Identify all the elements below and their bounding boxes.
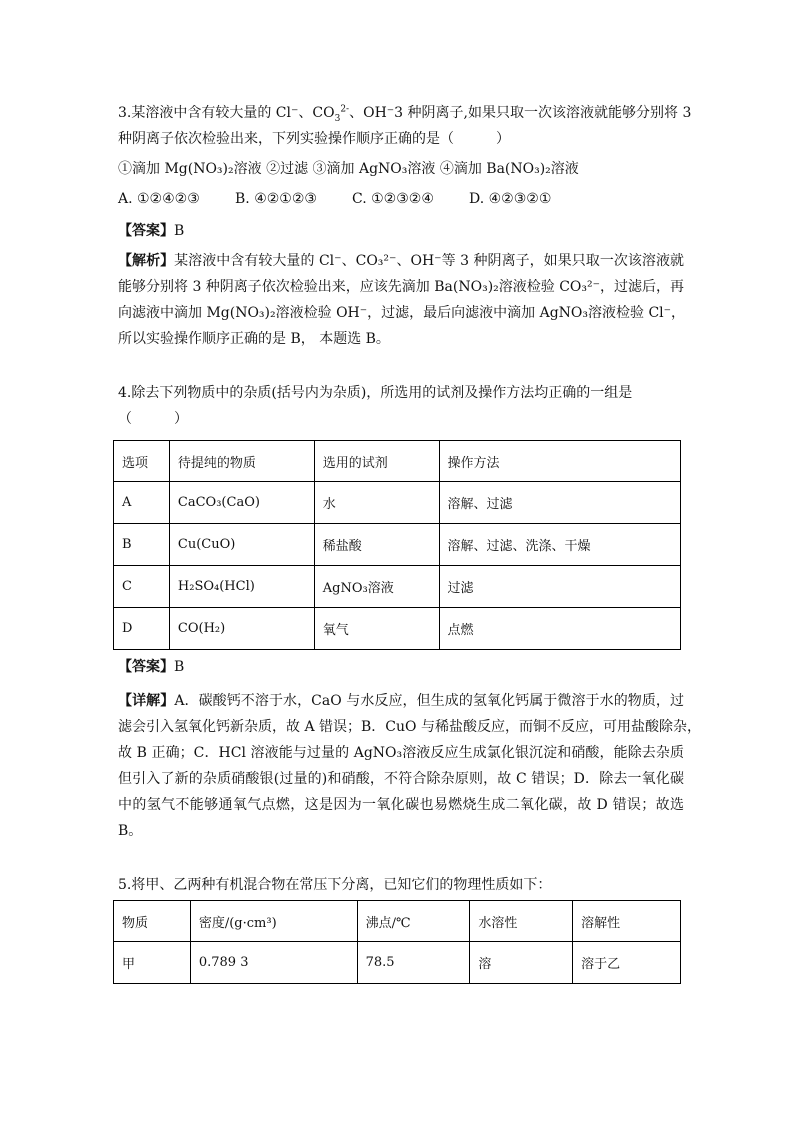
q3-operations: ①滴加 Mg(NO₃)₂溶液 ②过滤 ③滴加 AgNO₃溶液 ④滴加 Ba(NO₃)₂溶液 <box>118 161 579 177</box>
q4-table <box>113 440 681 650</box>
table-header-cell: 待提纯的物质 <box>169 441 314 482</box>
analysis-label: 【解析】 <box>118 253 175 269</box>
q5-stem: 5.将甲、乙两种有机混合物在常压下分离，已知它们的物理性质如下： <box>118 877 552 893</box>
table-cell: 溶 <box>470 942 573 984</box>
table-cell: 过滤 <box>439 566 680 608</box>
q3-stem-part: ⁻3 种阴离子,如果只取一次该溶液就能够分别将 3 <box>386 105 692 121</box>
table-cell: C <box>114 566 170 608</box>
q4-answer <box>118 654 684 680</box>
table-cell: CO(H₂) <box>169 608 314 650</box>
q4-solution <box>118 654 701 844</box>
detail-line: 滤会引入氢氧化钙新杂质，故 A 错误；B．CuO 与稀盐酸反应，而铜不反应，可用盐酸除杂， <box>118 719 701 735</box>
table-cell: 溶于乙 <box>573 942 681 984</box>
q3-subscript: 3 <box>334 113 341 124</box>
table-header-cell: 选项 <box>114 441 170 482</box>
table-cell: AgNO₃溶液 <box>314 566 439 608</box>
table-cell: B <box>114 524 170 566</box>
q3-analysis <box>118 248 684 352</box>
analysis-line <box>118 248 684 274</box>
table-header-cell: 密度/(g·cm³) <box>190 901 357 942</box>
table-row <box>114 942 681 984</box>
table-header-cell: 操作方法 <box>439 441 680 482</box>
table-header-row <box>114 441 681 482</box>
q4-paren: （ ） <box>118 411 188 427</box>
analysis-line: 向滤液中滴加 Mg(NO₃)₂溶液检验 OH⁻，过滤，最后向滤液中滴加 AgNO₃溶液检验 Cl⁻， <box>118 305 686 321</box>
answer-label: 【答案】 <box>118 223 174 239</box>
table-cell: 溶解、过滤、洗涤、干燥 <box>439 524 680 566</box>
analysis-line: 所以实验操作顺序正确的是 B， 本题选 B。 <box>118 331 390 347</box>
table-cell: 0.789 3 <box>190 942 357 984</box>
choice-b: B. ④②①②③ <box>235 191 317 207</box>
q3-stem-line-1 <box>118 100 692 126</box>
table-cell: A <box>114 482 170 524</box>
choice-a: A. ①②④②③ <box>118 191 200 207</box>
q4-stem: 4.除去下列物质中的杂质(括号内为杂质)，所选用的试剂及操作方法均正确的一组是 <box>118 385 633 401</box>
q3-stem-part: ⁻、CO <box>291 105 335 121</box>
answer-value: B <box>174 659 185 675</box>
answer-value: B <box>174 223 185 239</box>
table-header-row <box>114 901 681 942</box>
question-4 <box>118 380 684 432</box>
table-row <box>114 566 681 608</box>
q3-choices <box>118 186 684 212</box>
table-cell: H₂SO₄(HCl) <box>169 566 314 608</box>
detail-line: 中的氢气不能够通氧气点燃，这是因为一氧化碳也易燃烧生成二氧化碳，故 D 错误；故选 <box>118 797 684 813</box>
table-cell: CaCO₃(CaO) <box>169 482 314 524</box>
question-5 <box>118 872 684 898</box>
answer-label: 【答案】 <box>118 659 174 675</box>
detail-label: 【详解】 <box>118 693 175 709</box>
table-cell: 稀盐酸 <box>314 524 439 566</box>
q5-table <box>113 900 681 984</box>
analysis-line: 能够分别将 3 种阴离子依次检验出来，应该先滴加 Ba(NO₃)₂溶液检验 CO₃²⁻，过滤后，再 <box>118 279 685 295</box>
table-cell: 78.5 <box>357 942 470 984</box>
table-row <box>114 482 681 524</box>
table-cell: 氧气 <box>314 608 439 650</box>
choice-c: C. ①②③②④ <box>352 191 434 207</box>
detail-text: A．碳酸钙不溶于水，CaO 与水反应，但生成的氢氧化钙属于微溶于水的物质，过 <box>174 693 684 709</box>
table-header-cell: 选用的试剂 <box>314 441 439 482</box>
table-cell: D <box>114 608 170 650</box>
table-header-cell: 物质 <box>114 901 191 942</box>
analysis-text: 某溶液中含有较大量的 Cl⁻、CO₃²⁻、OH⁻等 3 种阴离子，如果只取一次该溶液就 <box>174 253 684 269</box>
table-header-cell: 水溶性 <box>470 901 573 942</box>
q3-stem-line-2: 种阴离子依次检验出来，下列实验操作顺序正确的是（ ） <box>118 131 510 147</box>
detail-line: B。 <box>118 823 143 839</box>
choice-d: D. ④②③②① <box>469 191 552 207</box>
q3-stem-part: 3.某溶液中含有较大量的 Cl <box>118 105 291 121</box>
table-cell: 甲 <box>114 942 191 984</box>
table-row <box>114 524 681 566</box>
table-header-cell: 沸点/℃ <box>357 901 470 942</box>
detail-line <box>118 688 684 714</box>
table-cell: Cu(CuO) <box>169 524 314 566</box>
table-cell: 溶解、过滤 <box>439 482 680 524</box>
detail-line: 故 B 正确；C．HCl 溶液能与过量的 AgNO₃溶液反应生成氯化银沉淀和硝酸，能除去杂质 <box>118 745 684 761</box>
q3-answer <box>118 218 684 244</box>
table-cell: 点燃 <box>439 608 680 650</box>
table-cell: 水 <box>314 482 439 524</box>
question-3 <box>118 100 692 352</box>
q4-detail <box>118 688 701 844</box>
detail-line: 但引入了新的杂质硝酸银(过量的)和硝酸，不符合除杂原则，故 C 错误；D．除去一氧化碳 <box>118 771 684 787</box>
table-header-cell: 溶解性 <box>573 901 681 942</box>
q3-stem-part: 、OH <box>349 105 387 121</box>
table-row <box>114 608 681 650</box>
q3-superscript: 2- <box>340 104 350 115</box>
